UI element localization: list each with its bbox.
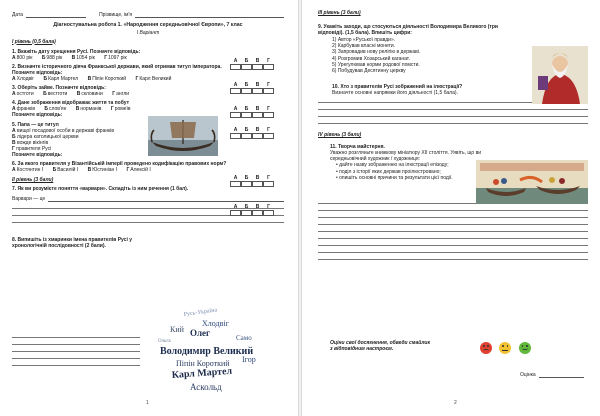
- q6-option-b[interactable]: БВасилій І: [52, 167, 79, 174]
- page-number: 2: [454, 399, 457, 406]
- level-4-heading: ІV рівень (3 бали): [318, 132, 362, 139]
- question-11: [330, 144, 482, 181]
- page-1: [0, 0, 296, 416]
- cloud-word: Піпін Короткий: [176, 359, 230, 368]
- q3-option-v[interactable]: Вскловини: [76, 91, 103, 98]
- q11-answer-line[interactable]: [318, 239, 588, 246]
- cloud-word: Ігор: [242, 355, 256, 364]
- answer-cell[interactable]: [241, 64, 252, 70]
- q4-option-b[interactable]: Бслов'ян: [44, 106, 67, 113]
- answer-cell[interactable]: [230, 64, 241, 70]
- answer-cell[interactable]: [230, 88, 241, 94]
- answer-grid-q2: А Б В Г: [230, 82, 274, 94]
- cloud-word: Олег: [190, 328, 211, 338]
- level-2-heading: ІІ рівень (3 бали): [12, 177, 54, 184]
- question-5-title: 5. Папа — це титул: [12, 121, 59, 128]
- cloud-word: Хлодвіг: [202, 319, 229, 328]
- q7-answer-line-1: [12, 196, 284, 202]
- q2-option-b[interactable]: БКарл Мартел: [43, 76, 79, 82]
- q11-answer-line[interactable]: [318, 246, 588, 253]
- cloud-word: Кий: [170, 325, 184, 334]
- q11-bullet: • поділ з історії яких держав проілюстровано;: [336, 168, 441, 175]
- answer-cell[interactable]: [230, 133, 241, 139]
- score-line: [520, 372, 584, 378]
- header-line: [12, 12, 284, 18]
- q4-option-a[interactable]: Афранків: [12, 106, 36, 113]
- self-assessment-line-2: з відповідним настроєм.: [330, 346, 394, 353]
- q1-option-v[interactable]: В1054 рік: [71, 54, 95, 61]
- answer-grid-q5: А Б В Г: [230, 175, 274, 187]
- answer-cell[interactable]: [252, 181, 263, 187]
- mood-smileys: [480, 342, 537, 354]
- q3-option-a[interactable]: Аостготи: [12, 91, 34, 98]
- q8-answer-line[interactable]: [12, 331, 140, 338]
- question-8: [12, 237, 152, 249]
- happy-face-icon[interactable]: [519, 342, 531, 354]
- q5-option-a[interactable]: А вищої посадової особи в державі франків: [12, 127, 115, 134]
- q1-option-a[interactable]: А800 рік: [12, 54, 33, 61]
- q6-option-g[interactable]: ГАлексій І: [126, 167, 151, 174]
- q8-answer-line[interactable]: [12, 338, 140, 345]
- score-label: Оцінка: [520, 372, 536, 378]
- question-5-mark: Позначте відповідь:: [12, 152, 63, 159]
- neutral-face-icon[interactable]: [499, 342, 511, 354]
- date-field[interactable]: [26, 13, 86, 18]
- self-assessment: [330, 340, 430, 352]
- q11-answer-lines: [318, 197, 588, 260]
- question-9-title: 9. Укажіть заходи, що стосуються діяльності Володимира Великого (три відповіді). (1,5 бала). Впишіть цифри:: [318, 24, 499, 37]
- answer-cell[interactable]: [241, 181, 252, 187]
- q1-option-g[interactable]: Г1097 рік: [104, 54, 127, 61]
- answer-cell[interactable]: [263, 64, 274, 70]
- question-6: [12, 161, 284, 173]
- cloud-word: Ольга: [158, 339, 171, 344]
- answer-cell[interactable]: [241, 133, 252, 139]
- name-label: Прізвище, ім'я: [99, 12, 133, 18]
- date-label: Дата: [12, 12, 24, 18]
- q9-items: [332, 37, 518, 74]
- q11-answer-line[interactable]: [318, 218, 588, 225]
- page-title: Діагностувальна робота 1. «Народження середньовічної Європи», 7 клас: [53, 22, 243, 29]
- q8-answer-lines: [12, 331, 140, 366]
- word-cloud: [150, 306, 270, 394]
- question-8-title: 8. Випишіть із хмаринки імена правителів Русі у хронологічній послідовності (2 бали).: [12, 236, 133, 249]
- cloud-word: Карл Мартел: [171, 365, 233, 381]
- q3-option-b[interactable]: Бвестготи: [43, 91, 68, 98]
- answer-cell[interactable]: [252, 88, 263, 94]
- q11-answer-line[interactable]: [318, 204, 588, 211]
- q7-answer-field[interactable]: [48, 197, 284, 202]
- level-1-heading: І рівень (0,5 бала): [12, 38, 56, 45]
- answer-cell[interactable]: [241, 88, 252, 94]
- answer-cell[interactable]: [263, 112, 274, 118]
- q3-option-g[interactable]: Гангли: [112, 91, 130, 98]
- q11-answer-line[interactable]: [318, 253, 588, 260]
- q9-item: 6) Побудував Десятинну церкву: [332, 67, 406, 74]
- q11-answer-line[interactable]: [318, 211, 588, 218]
- q9-item: 5) Урегулював норми родової помсти.: [332, 61, 420, 68]
- question-2-mark: Позначте відповідь:: [12, 69, 63, 76]
- page-number: 1: [146, 399, 149, 406]
- answer-grid-q4: А Б В Г: [230, 127, 274, 139]
- q1-option-b[interactable]: Б988 рік: [41, 54, 63, 61]
- answer-cell[interactable]: [241, 112, 252, 118]
- score-field[interactable]: [539, 373, 584, 378]
- cloud-word: Русь-Україна: [183, 307, 218, 318]
- cloud-word: Володимир Великий: [160, 346, 254, 357]
- q9-item: 3) Запровадив нову релігію в державі.: [332, 49, 421, 56]
- q6-option-a[interactable]: АКостянтин І: [12, 167, 44, 174]
- question-2-title: 2. Визначте історичного діяча Франкської держави, який отримав титул імператора.: [12, 63, 222, 70]
- q8-answer-line[interactable]: [12, 359, 140, 366]
- answer-cell[interactable]: [230, 210, 241, 216]
- question-6-options: [12, 167, 284, 173]
- answer-cell[interactable]: [252, 64, 263, 70]
- q10-answer-line[interactable]: [318, 117, 588, 124]
- q10-answer-line[interactable]: [318, 110, 588, 117]
- answer-cell[interactable]: [263, 181, 274, 187]
- answer-cell[interactable]: [263, 88, 274, 94]
- answer-cell[interactable]: [263, 133, 274, 139]
- page-divider: [298, 0, 302, 416]
- question-9: [318, 24, 518, 74]
- q5-option-b[interactable]: Б лідера католицької церкви: [12, 133, 79, 140]
- question-10-title: 10. Хто з правителів Русі зображений на ілюстрації?: [332, 83, 463, 90]
- viking-ship-image: [148, 116, 218, 156]
- answer-cell[interactable]: [241, 210, 252, 216]
- q8-answer-line[interactable]: [12, 345, 140, 352]
- answer-cell[interactable]: [252, 112, 263, 118]
- q2-option-a[interactable]: АХлодвіг: [12, 76, 35, 82]
- q5-option-g[interactable]: Г правителя Русі: [12, 145, 52, 152]
- q2-option-v[interactable]: ВПіпін Короткий: [87, 76, 127, 82]
- q11-bullets: [336, 162, 482, 180]
- answer-cell[interactable]: [230, 181, 241, 187]
- page-2: [304, 0, 600, 416]
- variant: І Варіант: [136, 30, 160, 37]
- question-6-title: 6. За якого правителя у Візантійській імперії проведено кодифікацію правових норм?: [12, 161, 227, 168]
- question-4-title: 4. Дане зображення відображає життя та побут: [12, 100, 130, 107]
- question-4-mark: Позначте відповідь:: [12, 112, 63, 119]
- q9-item: 1) Автор «Руської правди».: [332, 37, 396, 44]
- question-3-title: 3. Оберіть зайве. Позначте відповідь:: [12, 85, 106, 92]
- question-7-title: 7. Як ви розумієте поняття «варвари». Складіть із ним речення (1 бал).: [12, 186, 189, 193]
- answer-cell[interactable]: [252, 133, 263, 139]
- self-assessment-line-1: Оціни свої досягнення, обведи смайлик: [330, 340, 431, 346]
- level-3-heading: ІІІ рівень (3 бали): [318, 10, 361, 16]
- q10-answer-line[interactable]: [318, 103, 588, 110]
- answer-cell[interactable]: [252, 210, 263, 216]
- q11-answer-line[interactable]: [318, 225, 588, 232]
- question-10-subtitle: Визначте основні напрямки його діяльності (1,5 бала).: [332, 89, 458, 96]
- q5-option-v[interactable]: В вожде вікінгів: [12, 139, 49, 146]
- q11-bullet: • опишіть основні причини та результати цієї події.: [336, 174, 453, 181]
- q6-option-v[interactable]: ВЮстиніан І: [87, 167, 118, 174]
- question-11-text: Уважно розгляньте книжкову мініатюру XII століття. Уявіть, що ви середньовічний художник / художниця:: [330, 150, 482, 163]
- answer-grid-q1: А Б В Г: [230, 58, 274, 70]
- q4-option-v[interactable]: Внорманів: [75, 106, 102, 113]
- q4-option-g[interactable]: Громеїв: [110, 106, 131, 113]
- question-11-title: 11. Творча майстерня.: [330, 144, 385, 151]
- answer-grid-q3: А Б В Г: [230, 106, 274, 118]
- name-field[interactable]: [135, 13, 284, 18]
- q9-item: 4) Розгромив Хозарський каганат.: [332, 55, 410, 62]
- q11-bullet: • дайте назву зображенню на ілюстрації епізоду;: [336, 162, 449, 169]
- byzantine-miniature: [476, 160, 588, 204]
- q2-option-g[interactable]: ГКарл Великий: [135, 76, 172, 82]
- cloud-word: Аскольд: [190, 382, 222, 392]
- answer-grid-q6: А Б В Г: [230, 204, 274, 216]
- q9-item: 2) Карбував власні монети.: [332, 43, 396, 50]
- cloud-word: Самo: [236, 334, 252, 342]
- answer-cell[interactable]: [263, 210, 274, 216]
- q7-answer-start: Варвари — це: [12, 195, 46, 202]
- q7-answer-line[interactable]: [12, 216, 284, 223]
- q11-answer-line[interactable]: [318, 232, 588, 239]
- sad-face-icon[interactable]: [480, 342, 492, 354]
- question-1-title: 1. Вкажіть дату хрещення Русі. Позначте відповідь:: [12, 48, 141, 55]
- answer-cell[interactable]: [230, 112, 241, 118]
- q8-answer-line[interactable]: [12, 352, 140, 359]
- volodymyr-portrait: [532, 46, 588, 104]
